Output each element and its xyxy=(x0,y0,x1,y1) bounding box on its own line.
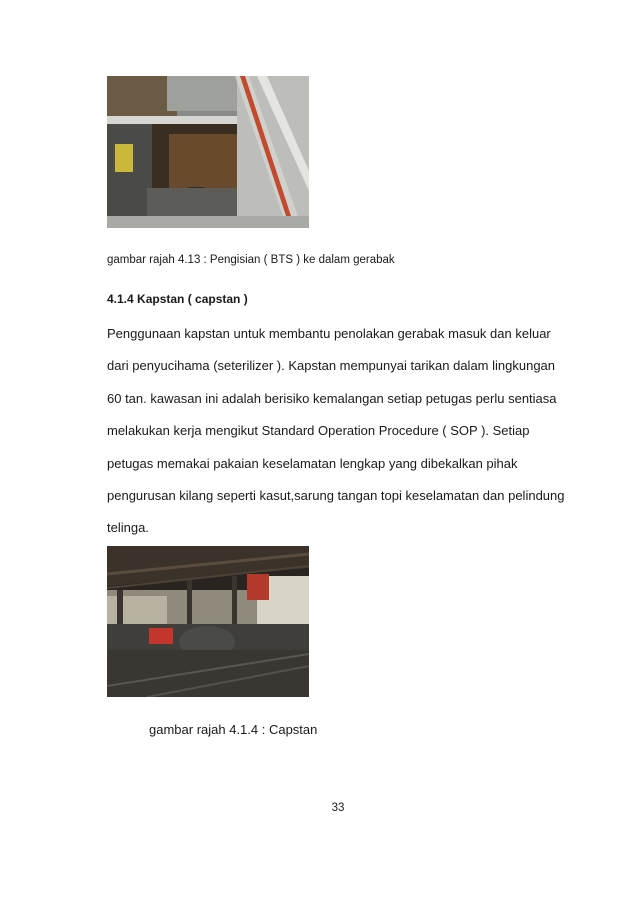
figure-4-1-4-caption: gambar rajah 4.1.4 : Capstan xyxy=(149,722,318,737)
paragraph-line: Penggunaan kapstan untuk membantu penolakan gerabak masuk dan keluar xyxy=(107,326,551,341)
paragraph-line: telinga. xyxy=(107,520,149,536)
figure-4-13-caption: gambar rajah 4.13 : Pengisian ( BTS ) ke dalam gerabak xyxy=(107,254,395,266)
paragraph-line: 60 tan. kawasan ini adalah berisiko kemalangan setiap petugas perlu sentiasa xyxy=(107,390,557,406)
paragraph-line: petugas memakai pakaian keselamatan lengkap yang dibekalkan pihak xyxy=(107,455,518,471)
photo-capstan xyxy=(107,546,309,697)
paragraph-line: melakukan kerja mengikut Standard Operation Procedure ( SOP ). Setiap xyxy=(107,423,530,439)
page-number: 33 xyxy=(331,802,345,814)
section-heading: 4.1.4 Kapstan ( capstan ) xyxy=(107,292,248,306)
paragraph-line: pengurusan kilang seperti kasut,sarung tangan topi keselamatan dan pelindung xyxy=(107,487,565,503)
paragraph-line: dari penyucihama (seterilizer ). Kapstan mempunyai tarikan dalam lingkungan xyxy=(107,358,556,374)
photo-bts-loading-into-wagon xyxy=(107,76,309,228)
body-paragraph xyxy=(107,318,577,545)
